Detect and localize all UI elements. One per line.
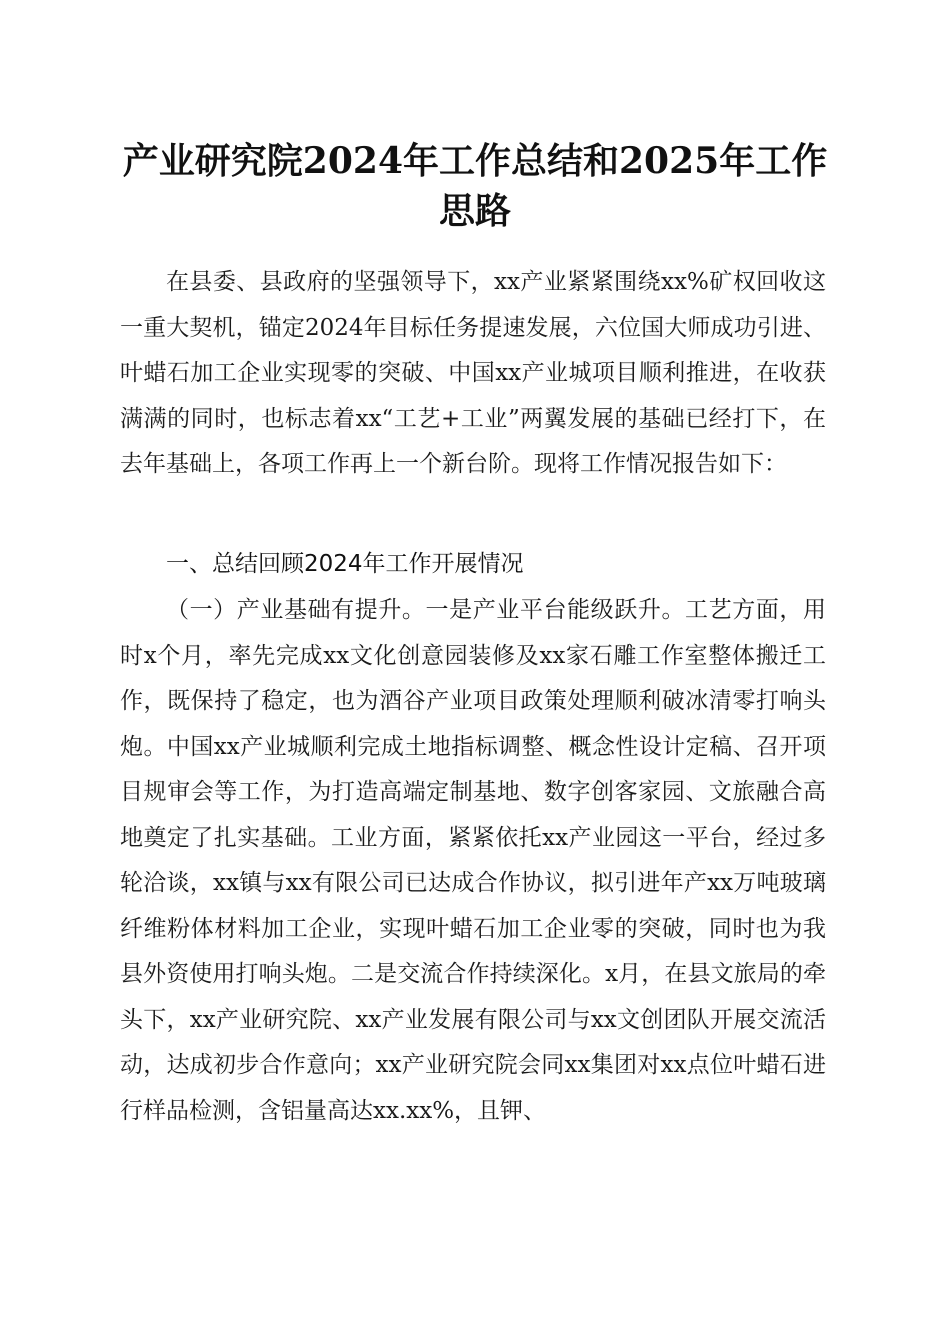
subsection-paragraph bbox=[120, 588, 826, 1134]
subsection-body: 一是产业平台能级跃升。工艺方面，用时x个月，率先完成xx文化创意园装修及xx家石雕工作室整体搬迁工作，既保持了稳定，也为酒谷产业项目政策处理顺利破冰清零打响头炮。中国xx产业城顺利完成土地指标调整、概念性设计定稿、召开项目规审会等工作，为打造高端定制基地、数字创客家园、文旅融合高地奠定了扎实基础。工业方面，紧紧依托xx产业园这一平台，经过多轮洽谈，xx镇与xx有限公司已达成合作协议，拟引进年产xx万吨玻璃纤维粉体材料加工企业，实现叶蜡石加工企业零的突破，同时也为我县外资使用打响头炮。二是交流合作持续深化。x月，在县文旅局的牵头下，xx产业研究院、xx产业发展有限公司与xx文创团队开展交流活动，达成初步合作意向；xx产业研究院会同xx集团对xx点位叶蜡石进行样品检测，含铝量高达xx.xx%，且钾、 bbox=[120, 597, 827, 1124]
document-title: 产业研究院2024年工作总结和2025年工作思路 bbox=[122, 140, 828, 232]
intro-paragraph: 在县委、县政府的坚强领导下，xx产业紧紧围绕xx%矿权回收这一重大契机，锚定2024年目标任务提速发展，六位国大师成功引进、叶蜡石加工企业实现零的突破、中国xx产业城项目顺利推进，在收获满满的同时，也标志着xx“工艺+工业”两翼发展的基础已经打下，在去年基础上，各项工作再上一个新台阶。现将工作情况报告如下： bbox=[120, 269, 826, 477]
subsection-lead: （一）产业基础有提升。 bbox=[166, 597, 426, 623]
section-heading: 一、总结回顾2024年工作开展情况 bbox=[166, 551, 524, 577]
